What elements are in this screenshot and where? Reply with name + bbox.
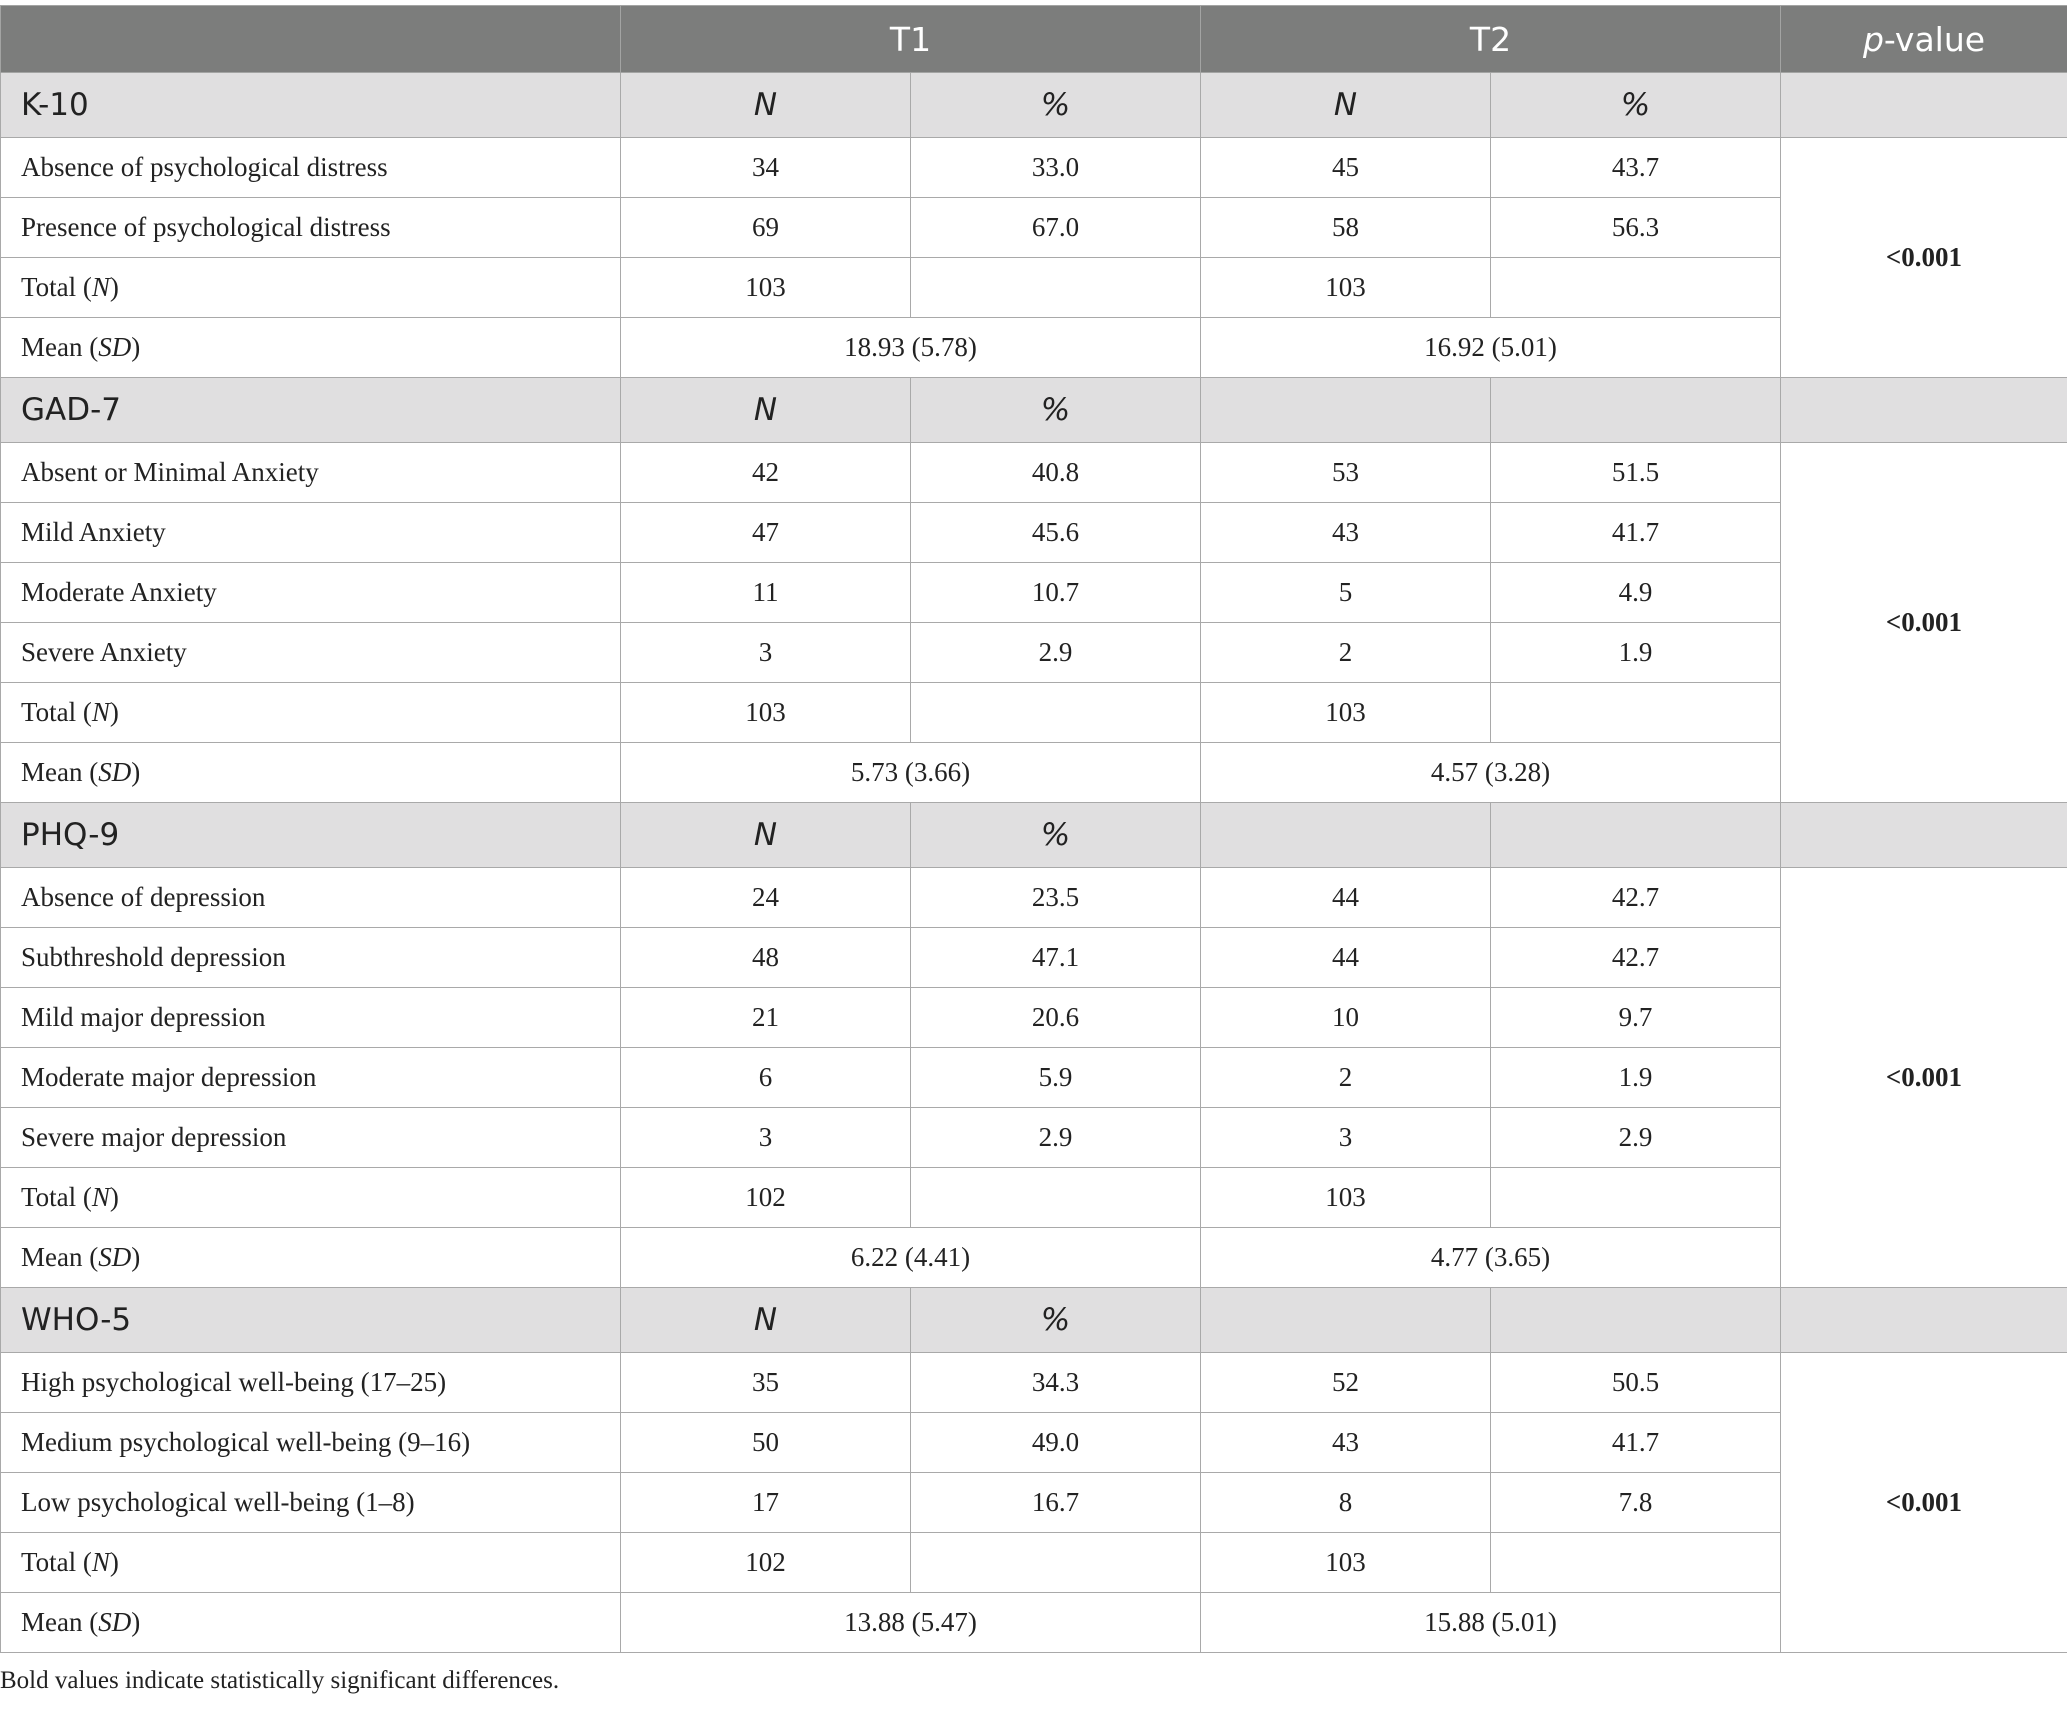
- t1-percent-cell: 47.1: [911, 928, 1201, 988]
- t1-total-cell: 103: [621, 258, 911, 318]
- subheader-cell: [621, 73, 911, 138]
- t2-n-cell: 53: [1201, 443, 1491, 503]
- row-label: Severe Anxiety: [1, 623, 621, 683]
- t2-n-cell: 8: [1201, 1473, 1491, 1533]
- t2-percent-cell: 41.7: [1491, 1413, 1781, 1473]
- t2-mean-cell: 16.92 (5.01): [1201, 318, 1781, 378]
- table-row: [1, 443, 2067, 503]
- table-row: [1, 563, 2067, 623]
- mean-label: Mean: [21, 1242, 83, 1272]
- total-label: Total: [21, 1182, 77, 1212]
- t2-percent-cell: 1.9: [1491, 1048, 1781, 1108]
- t2-n-cell: 52: [1201, 1353, 1491, 1413]
- table-footnote: Bold values indicate statistically significant differences.: [0, 1667, 560, 1694]
- mean-row: [1, 318, 2067, 378]
- t1-n-cell: 17: [621, 1473, 911, 1533]
- t1-n-cell: 24: [621, 868, 911, 928]
- section-pvalue-empty: [1781, 73, 2067, 138]
- mean-label-cell: Mean (SD): [1, 743, 621, 803]
- total-label-cell: Total (N): [1, 1168, 621, 1228]
- t2-percent-cell: 42.7: [1491, 928, 1781, 988]
- t1-percent-cell: 34.3: [911, 1353, 1201, 1413]
- mean-label-cell: Mean (SD): [1, 1228, 621, 1288]
- subheader-label: N: [753, 392, 778, 428]
- header-t2: T2: [1201, 6, 1781, 73]
- p-value-cell: <0.001: [1781, 443, 2067, 803]
- t1-percent-cell: 45.6: [911, 503, 1201, 563]
- t2-percent-cell: 56.3: [1491, 198, 1781, 258]
- table-row: [1, 138, 2067, 198]
- table-row: [1, 1048, 2067, 1108]
- mean-label: Mean: [21, 757, 83, 787]
- t1-total-cell: 102: [621, 1533, 911, 1593]
- results-table-container: [0, 5, 2067, 1695]
- total-row: [1, 1168, 2067, 1228]
- subheader-cell: [621, 803, 911, 868]
- p-value-cell: <0.001: [1781, 868, 2067, 1288]
- t1-mean-cell: 6.22 (4.41): [621, 1228, 1201, 1288]
- table-row: [1, 1353, 2067, 1413]
- subheader-cell: [1201, 378, 1491, 443]
- t2-total-empty: [1491, 258, 1781, 318]
- subheader-cell: [911, 378, 1201, 443]
- subheader-label: %: [1040, 1302, 1071, 1338]
- t1-n-cell: 6: [621, 1048, 911, 1108]
- table-row: [1, 988, 2067, 1048]
- t1-n-cell: 3: [621, 1108, 911, 1168]
- mean-symbol: SD: [98, 1242, 132, 1272]
- table-row: [1, 503, 2067, 563]
- t2-percent-cell: 42.7: [1491, 868, 1781, 928]
- mean-label: Mean: [21, 1607, 83, 1637]
- subheader-label: N: [753, 87, 778, 123]
- mean-row: [1, 1593, 2067, 1653]
- section-title: PHQ-9: [1, 803, 621, 868]
- t1-mean-cell: 13.88 (5.47): [621, 1593, 1201, 1653]
- mean-symbol: SD: [98, 757, 132, 787]
- t1-n-cell: 35: [621, 1353, 911, 1413]
- mean-symbol: SD: [98, 1607, 132, 1637]
- row-label: Subthreshold depression: [1, 928, 621, 988]
- t1-percent-cell: 2.9: [911, 623, 1201, 683]
- table-row: [1, 928, 2067, 988]
- table-row: [1, 868, 2067, 928]
- t1-total-empty: [911, 683, 1201, 743]
- p-value-cell: <0.001: [1781, 1353, 2067, 1653]
- total-symbol: N: [91, 697, 110, 727]
- p-value-cell: <0.001: [1781, 138, 2067, 378]
- section-header-row: [1, 378, 2067, 443]
- t1-percent-cell: 67.0: [911, 198, 1201, 258]
- table-header: [1, 6, 2067, 73]
- row-label: Low psychological well-being (1–8): [1, 1473, 621, 1533]
- row-label: Moderate Anxiety: [1, 563, 621, 623]
- row-label: Presence of psychological distress: [1, 198, 621, 258]
- t1-n-cell: 21: [621, 988, 911, 1048]
- table-row: [1, 1473, 2067, 1533]
- subheader-cell: [1201, 803, 1491, 868]
- subheader-cell: [1491, 1288, 1781, 1353]
- subheader-label: N: [1333, 87, 1358, 123]
- header-empty-cell: [1, 6, 621, 73]
- t2-total-cell: 103: [1201, 258, 1491, 318]
- subheader-cell: [911, 73, 1201, 138]
- section-title: WHO-5: [1, 1288, 621, 1353]
- t2-total-cell: 103: [1201, 1168, 1491, 1228]
- section-pvalue-empty: [1781, 1288, 2067, 1353]
- row-label: Mild major depression: [1, 988, 621, 1048]
- table-row: [1, 198, 2067, 258]
- t1-percent-cell: 23.5: [911, 868, 1201, 928]
- table-body: [1, 73, 2067, 1653]
- total-label: Total: [21, 1547, 77, 1577]
- subheader-cell: [1491, 73, 1781, 138]
- t2-mean-cell: 15.88 (5.01): [1201, 1593, 1781, 1653]
- t2-n-cell: 58: [1201, 198, 1491, 258]
- t1-percent-cell: 40.8: [911, 443, 1201, 503]
- t1-total-empty: [911, 1533, 1201, 1593]
- row-label: Severe major depression: [1, 1108, 621, 1168]
- row-label: Absent or Minimal Anxiety: [1, 443, 621, 503]
- t1-n-cell: 48: [621, 928, 911, 988]
- t2-n-cell: 2: [1201, 623, 1491, 683]
- table-row: [1, 1413, 2067, 1473]
- t2-percent-cell: 51.5: [1491, 443, 1781, 503]
- row-label: Medium psychological well-being (9–16): [1, 1413, 621, 1473]
- t1-n-cell: 3: [621, 623, 911, 683]
- t2-percent-cell: 43.7: [1491, 138, 1781, 198]
- header-row: [1, 6, 2067, 73]
- t2-percent-cell: 9.7: [1491, 988, 1781, 1048]
- subheader-cell: [1201, 1288, 1491, 1353]
- t2-n-cell: 45: [1201, 138, 1491, 198]
- t2-percent-cell: 2.9: [1491, 1108, 1781, 1168]
- subheader-label: N: [753, 817, 778, 853]
- subheader-label: %: [1040, 817, 1071, 853]
- results-table: [0, 5, 2067, 1653]
- total-label-cell: Total (N): [1, 683, 621, 743]
- mean-symbol: SD: [98, 332, 132, 362]
- subheader-label: %: [1620, 87, 1651, 123]
- t1-total-empty: [911, 258, 1201, 318]
- t1-n-cell: 50: [621, 1413, 911, 1473]
- total-symbol: N: [91, 1182, 110, 1212]
- subheader-cell: [621, 1288, 911, 1353]
- table-row: [1, 1108, 2067, 1168]
- t2-total-cell: 103: [1201, 1533, 1491, 1593]
- t1-n-cell: 34: [621, 138, 911, 198]
- t1-mean-cell: 5.73 (3.66): [621, 743, 1201, 803]
- t2-total-empty: [1491, 1168, 1781, 1228]
- t1-percent-cell: 5.9: [911, 1048, 1201, 1108]
- subheader-label: N: [753, 1302, 778, 1338]
- t1-n-cell: 11: [621, 563, 911, 623]
- subheader-cell: [1201, 73, 1491, 138]
- total-label-cell: Total (N): [1, 1533, 621, 1593]
- t2-n-cell: 3: [1201, 1108, 1491, 1168]
- t1-n-cell: 69: [621, 198, 911, 258]
- mean-row: [1, 1228, 2067, 1288]
- t2-n-cell: 43: [1201, 1413, 1491, 1473]
- row-label: Mild Anxiety: [1, 503, 621, 563]
- total-label: Total: [21, 272, 77, 302]
- header-t1: T1: [621, 6, 1201, 73]
- section-header-row: [1, 1288, 2067, 1353]
- t2-percent-cell: 7.8: [1491, 1473, 1781, 1533]
- table-row: [1, 623, 2067, 683]
- t2-n-cell: 44: [1201, 868, 1491, 928]
- t1-percent-cell: 20.6: [911, 988, 1201, 1048]
- t1-total-empty: [911, 1168, 1201, 1228]
- total-label-cell: Total (N): [1, 258, 621, 318]
- t2-n-cell: 43: [1201, 503, 1491, 563]
- t1-percent-cell: 16.7: [911, 1473, 1201, 1533]
- subheader-label: %: [1040, 87, 1071, 123]
- section-header-row: [1, 73, 2067, 138]
- total-label: Total: [21, 697, 77, 727]
- subheader-cell: [1491, 378, 1781, 443]
- subheader-cell: [621, 378, 911, 443]
- section-pvalue-empty: [1781, 378, 2067, 443]
- t2-percent-cell: 50.5: [1491, 1353, 1781, 1413]
- row-label: Absence of depression: [1, 868, 621, 928]
- t2-percent-cell: 41.7: [1491, 503, 1781, 563]
- t1-percent-cell: 33.0: [911, 138, 1201, 198]
- row-label: Moderate major depression: [1, 1048, 621, 1108]
- t1-total-cell: 103: [621, 683, 911, 743]
- t2-n-cell: 10: [1201, 988, 1491, 1048]
- total-row: [1, 1533, 2067, 1593]
- header-p-value: [1781, 6, 2067, 73]
- section-title: GAD-7: [1, 378, 621, 443]
- section-header-row: [1, 803, 2067, 868]
- t1-total-cell: 102: [621, 1168, 911, 1228]
- t2-n-cell: 5: [1201, 563, 1491, 623]
- mean-label-cell: Mean (SD): [1, 318, 621, 378]
- mean-label: Mean: [21, 332, 83, 362]
- t2-n-cell: 44: [1201, 928, 1491, 988]
- subheader-label: %: [1040, 392, 1071, 428]
- row-label: High psychological well-being (17–25): [1, 1353, 621, 1413]
- section-title: K-10: [1, 73, 621, 138]
- header-p-suffix: -value: [1883, 19, 1986, 59]
- t2-percent-cell: 1.9: [1491, 623, 1781, 683]
- mean-row: [1, 743, 2067, 803]
- t1-n-cell: 47: [621, 503, 911, 563]
- section-pvalue-empty: [1781, 803, 2067, 868]
- subheader-cell: [911, 803, 1201, 868]
- subheader-cell: [911, 1288, 1201, 1353]
- t2-total-empty: [1491, 1533, 1781, 1593]
- t1-n-cell: 42: [621, 443, 911, 503]
- mean-label-cell: Mean (SD): [1, 1593, 621, 1653]
- t2-mean-cell: 4.57 (3.28): [1201, 743, 1781, 803]
- subheader-cell: [1491, 803, 1781, 868]
- total-symbol: N: [91, 272, 110, 302]
- total-symbol: N: [91, 1547, 110, 1577]
- t1-percent-cell: 49.0: [911, 1413, 1201, 1473]
- t2-total-empty: [1491, 683, 1781, 743]
- t1-mean-cell: 18.93 (5.78): [621, 318, 1201, 378]
- t2-total-cell: 103: [1201, 683, 1491, 743]
- header-p-prefix: p: [1862, 19, 1884, 59]
- row-label: Absence of psychological distress: [1, 138, 621, 198]
- t2-mean-cell: 4.77 (3.65): [1201, 1228, 1781, 1288]
- t2-n-cell: 2: [1201, 1048, 1491, 1108]
- t2-percent-cell: 4.9: [1491, 563, 1781, 623]
- t1-percent-cell: 2.9: [911, 1108, 1201, 1168]
- total-row: [1, 258, 2067, 318]
- t1-percent-cell: 10.7: [911, 563, 1201, 623]
- total-row: [1, 683, 2067, 743]
